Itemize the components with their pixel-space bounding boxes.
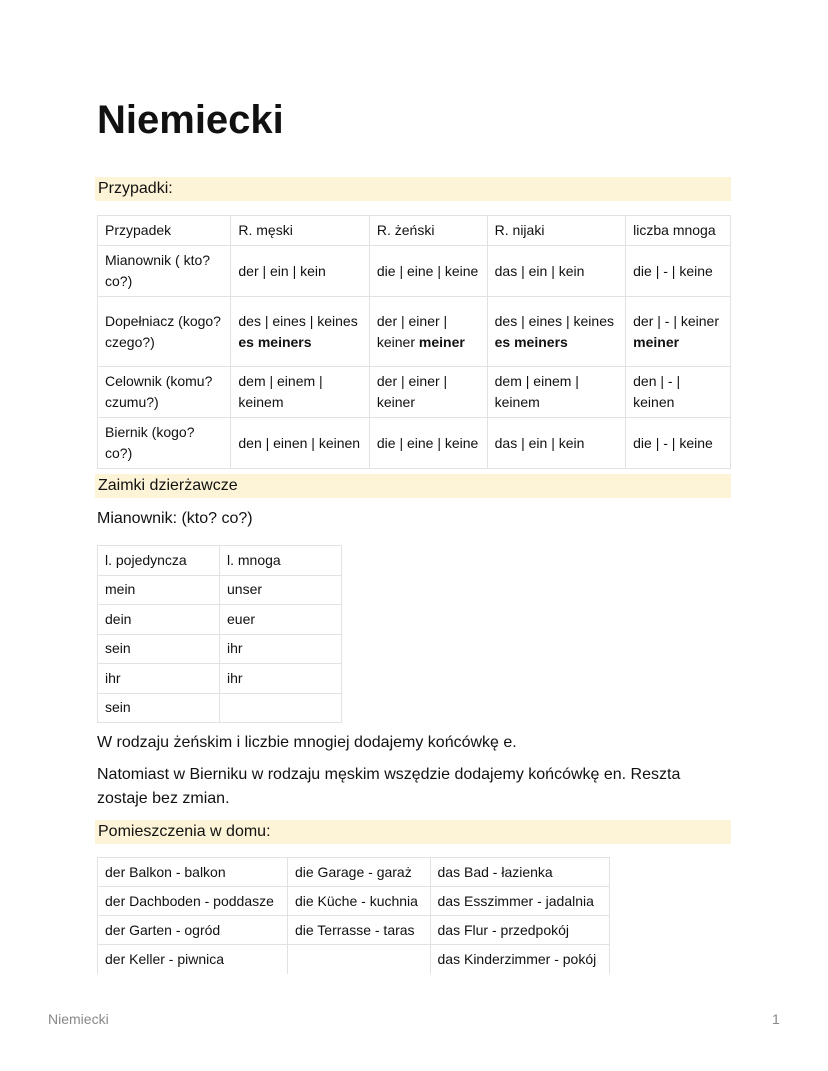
cell-text: der | - | keiner bbox=[633, 312, 719, 329]
cell-text: Biernik (kogo? co?) bbox=[105, 424, 195, 461]
table-cell bbox=[220, 634, 342, 664]
table-cell bbox=[487, 418, 626, 469]
cell-text: die | eine | keine bbox=[376, 262, 479, 279]
cell-text: der | einer | keiner bbox=[376, 373, 448, 410]
table-cell bbox=[98, 297, 231, 367]
cell-text: der | ein | kein bbox=[238, 262, 326, 279]
table-cell bbox=[98, 546, 220, 576]
table-cell bbox=[220, 605, 342, 635]
table-cell bbox=[287, 916, 430, 945]
cell-text: R. nijaki bbox=[494, 222, 545, 238]
cell-text: Mianownik ( kto? co?) bbox=[105, 252, 211, 289]
table-cell bbox=[98, 575, 220, 605]
cell-text: Przypadek bbox=[105, 222, 172, 238]
table-cell bbox=[98, 367, 231, 418]
table-cell bbox=[98, 216, 231, 246]
cell-text: der Keller - piwnica bbox=[105, 950, 225, 967]
table-row bbox=[98, 858, 610, 887]
rooms-table bbox=[97, 857, 610, 974]
cell-text: die Terrasse - taras bbox=[294, 921, 415, 938]
cell-text: l. pojedyncza bbox=[105, 551, 187, 568]
section-heading-cases: Przypadki: bbox=[95, 177, 731, 201]
table-row bbox=[98, 945, 610, 974]
table-row bbox=[98, 664, 342, 694]
table-cell bbox=[231, 367, 370, 418]
table-row bbox=[98, 693, 342, 723]
note-accusative: Natomiast w Bierniku w rodzaju męskim wszędzie dodajemy końcówkę en. Reszta zostaje bez zmian. bbox=[97, 766, 681, 807]
table-cell bbox=[430, 887, 609, 916]
table-cell bbox=[487, 297, 626, 367]
table-row bbox=[98, 887, 610, 916]
cases-table bbox=[97, 215, 731, 469]
table-cell bbox=[220, 575, 342, 605]
table-cell bbox=[369, 297, 487, 367]
table-cell bbox=[487, 367, 626, 418]
page-title: Niemiecki bbox=[97, 98, 284, 142]
pronouns-table bbox=[97, 545, 342, 723]
table-cell bbox=[98, 664, 220, 694]
cell-text: dem | einem | keinem bbox=[238, 373, 323, 410]
table-row bbox=[98, 418, 731, 469]
table-header-row bbox=[98, 546, 342, 576]
table-cell bbox=[98, 246, 231, 297]
table-cell bbox=[98, 916, 288, 945]
cell-text: dein bbox=[105, 610, 132, 627]
cell-text: das | ein | kein bbox=[494, 262, 585, 279]
table-cell bbox=[626, 246, 731, 297]
cell-bold-text: es meiners bbox=[494, 333, 568, 350]
cell-text: R. męski bbox=[238, 222, 293, 238]
table-cell bbox=[626, 297, 731, 367]
nominative-label: Mianownik: (kto? co?) bbox=[97, 510, 253, 527]
table-cell bbox=[626, 367, 731, 418]
cell-text: l. mnoga bbox=[227, 551, 281, 568]
table-cell bbox=[287, 858, 430, 887]
cell-text: der Balkon - balkon bbox=[105, 863, 226, 880]
table-cell bbox=[231, 418, 370, 469]
table-cell bbox=[287, 945, 430, 974]
table-cell bbox=[220, 546, 342, 576]
cell-text: der Dachboden - poddasze bbox=[105, 892, 274, 909]
footer-page-number: 1 bbox=[772, 1011, 780, 1027]
table-cell bbox=[98, 418, 231, 469]
cell-text: die | - | keine bbox=[633, 434, 713, 451]
table-cell bbox=[98, 858, 288, 887]
table-cell bbox=[98, 887, 288, 916]
section-heading-rooms: Pomieszczenia w domu: bbox=[95, 820, 731, 844]
table-cell bbox=[487, 246, 626, 297]
table-cell bbox=[369, 418, 487, 469]
cell-text: die Garage - garaż bbox=[294, 863, 412, 880]
table-cell bbox=[231, 216, 370, 246]
cell-text: unser bbox=[227, 581, 263, 598]
table-cell bbox=[231, 297, 370, 367]
table-cell bbox=[626, 418, 731, 469]
table-cell bbox=[487, 216, 626, 246]
cell-text: Dopełniacz (kogo? czego?) bbox=[105, 312, 221, 350]
cell-text: des | eines | keines bbox=[238, 312, 358, 329]
cell-text: ihr bbox=[227, 669, 243, 686]
cell-text: mein bbox=[105, 581, 136, 598]
table-row bbox=[98, 297, 731, 367]
table-row bbox=[98, 246, 731, 297]
cell-text: das Esszimmer - jadalnia bbox=[437, 892, 594, 909]
table-cell bbox=[430, 916, 609, 945]
table-cell bbox=[626, 216, 731, 246]
table-cell bbox=[231, 246, 370, 297]
table-row bbox=[98, 367, 731, 418]
table-cell bbox=[430, 945, 609, 974]
table-row bbox=[98, 605, 342, 635]
cell-text: dem | einem | keinem bbox=[494, 373, 579, 410]
cell-text: liczba mnoga bbox=[633, 222, 716, 238]
cell-text: das Flur - przedpokój bbox=[437, 921, 570, 938]
table-cell bbox=[98, 634, 220, 664]
cell-text: die | - | keine bbox=[633, 262, 713, 279]
cell-text: Celownik (komu? czumu?) bbox=[105, 373, 213, 410]
cell-text: sein bbox=[105, 640, 131, 657]
section-heading-pronouns: Zaimki dzierżawcze bbox=[95, 474, 731, 498]
cell-bold-text: es meiners bbox=[238, 333, 312, 350]
cell-text: das | ein | kein bbox=[494, 434, 585, 451]
cell-text: der Garten - ogród bbox=[105, 921, 221, 938]
cell-text: sein bbox=[105, 699, 131, 716]
table-cell bbox=[430, 858, 609, 887]
note-feminine-plural: W rodzaju żeńskim i liczbie mnogiej dodajemy końcówkę e. bbox=[97, 734, 517, 751]
cell-text: der | einer | keiner bbox=[376, 312, 448, 350]
cell-text: den | einen | keinen bbox=[238, 434, 361, 451]
cell-text: ihr bbox=[105, 669, 121, 686]
table-row bbox=[98, 634, 342, 664]
table-cell bbox=[369, 216, 487, 246]
table-cell bbox=[369, 246, 487, 297]
cell-text: den | - | keinen bbox=[633, 373, 681, 410]
table-row bbox=[98, 575, 342, 605]
cell-text: die Küche - kuchnia bbox=[294, 892, 418, 909]
table-cell bbox=[98, 605, 220, 635]
footer-doc-name: Niemiecki bbox=[48, 1011, 109, 1027]
table-cell bbox=[287, 887, 430, 916]
cell-text: des | eines | keines bbox=[494, 312, 614, 329]
cell-text: ihr bbox=[227, 640, 243, 657]
table-cell bbox=[369, 367, 487, 418]
table-cell bbox=[220, 693, 342, 723]
cell-text: R. żeński bbox=[376, 222, 435, 238]
table-cell bbox=[98, 945, 288, 974]
cell-bold-text: meiner bbox=[633, 333, 680, 350]
table-header-row bbox=[98, 216, 731, 246]
cell-bold-text: meiner bbox=[418, 333, 465, 350]
table-row bbox=[98, 916, 610, 945]
cell-text: das Bad - łazienka bbox=[437, 863, 553, 880]
cell-text: das Kinderzimmer - pokój bbox=[437, 950, 597, 967]
table-cell bbox=[98, 693, 220, 723]
table-cell bbox=[220, 664, 342, 694]
cell-text: euer bbox=[227, 610, 256, 627]
cell-text: die | eine | keine bbox=[376, 434, 479, 451]
